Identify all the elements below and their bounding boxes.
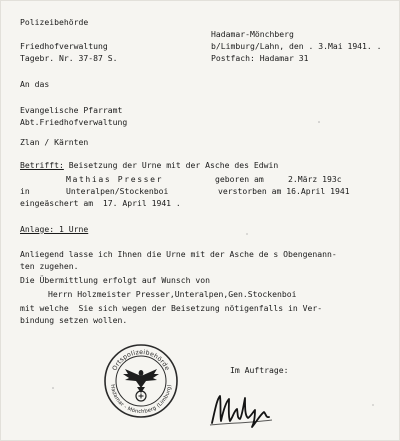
sender-department: Friedhofverwaltung (20, 41, 108, 51)
died-line: verstorben am 16.April 1941 (218, 186, 350, 196)
stamp-bottom-text: Hadamar - Mönchberg (Limburg) (108, 384, 173, 416)
body-line-6: bindung setzen wollen. (20, 315, 128, 325)
place-line: Hadamar-Mönchberg (211, 29, 294, 39)
place-label: in (20, 186, 30, 196)
subject-text: Beisetzung der Urne mit der Asche des Edwin (63, 160, 279, 170)
body-line-2: ten zugehen. (20, 261, 79, 271)
cremated-line: eingeäschert am 17. April 1941 . (20, 198, 181, 208)
body-line-3: Die Übermittlung erfolgt auf Wunsch von (20, 275, 211, 285)
eagle-seal-icon (103, 343, 179, 419)
born-date: 2.März 193c (288, 174, 342, 184)
born-label: geboren am (215, 174, 264, 184)
sender-authority: Polizeibehörde (20, 17, 89, 27)
postbox-line: Postfach: Hadamar 31 (211, 53, 309, 63)
recipient-place: Zlan / Kärnten (20, 137, 89, 147)
closing-label: Im Auftrage: (230, 365, 289, 375)
subject-line-1 (20, 160, 278, 170)
body-line-5: mit welche Sie sich wegen der Beisetzung nötigenfalls in Ver- (20, 303, 323, 313)
recipient-department: Abt.Friedhofverwaltung (20, 117, 128, 127)
recipient-salutation: An das (20, 79, 50, 89)
enclosure: Anlage: 1 Urne (20, 224, 89, 234)
sender-reference: Tagebr. Nr. 37-87 S. (20, 53, 118, 63)
place-of-origin: Unteralpen/Stockenboi (66, 186, 169, 196)
body-line-4: Herrn Holzmeister Presser,Unteralpen,Gen.Stockenboi (48, 289, 297, 299)
date-line: b/Limburg/Lahn, den . 3.Mai 1941. . (211, 41, 382, 51)
stamp-top-text: Ortspolizeibehörde (111, 348, 171, 372)
deceased-name: Mathias Presser (66, 174, 164, 184)
subject-label: Betrifft: (20, 160, 64, 170)
handwritten-signature (208, 390, 276, 430)
body-line-1: Anliegend lasse ich Ihnen die Urne mit der Asche de s Obengenann- (20, 249, 337, 259)
recipient-name: Evangelische Pfarramt (20, 105, 123, 115)
